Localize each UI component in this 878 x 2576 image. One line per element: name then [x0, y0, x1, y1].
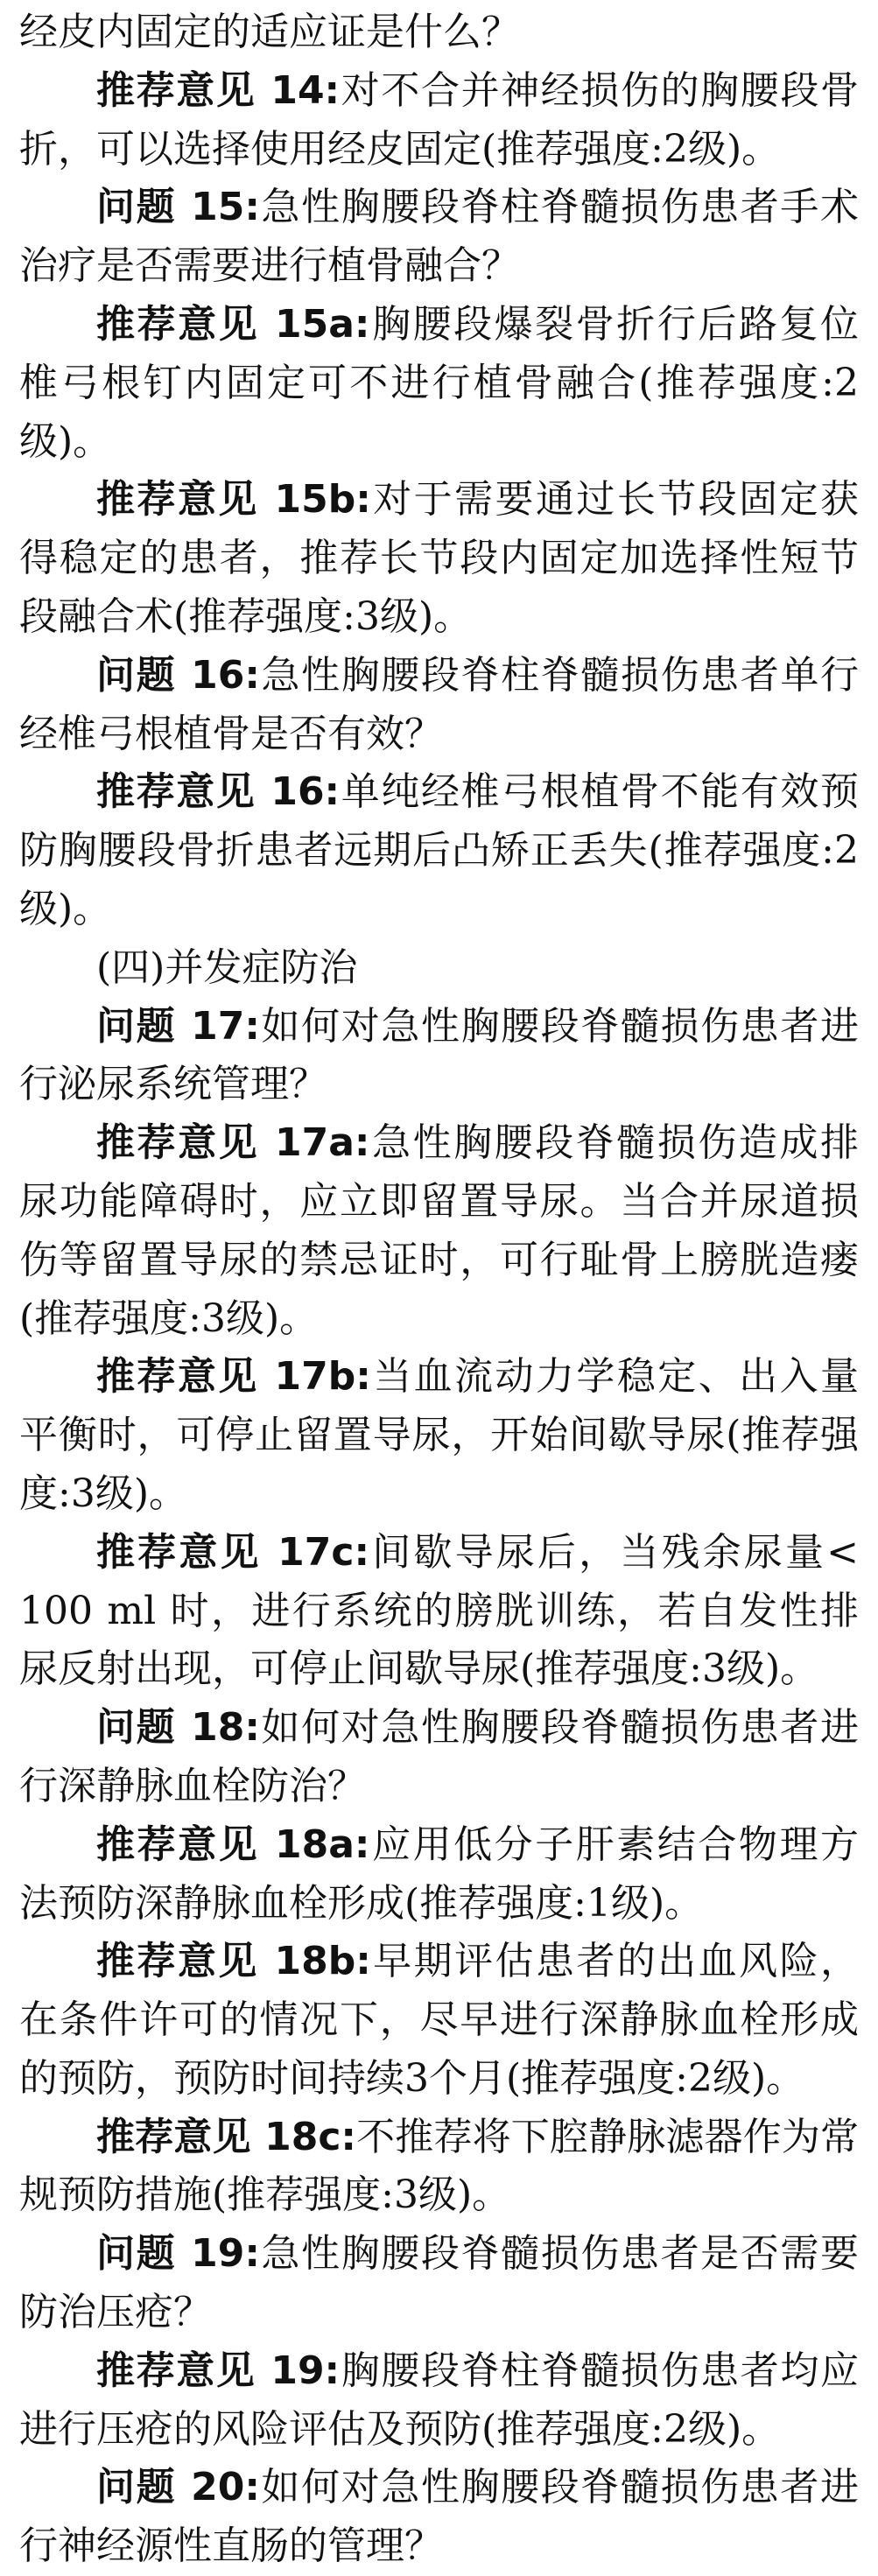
recommendation-16: [0, 763, 859, 938]
recommendation-text: 应用低分子肝素结合物理方法预防深静脉血栓形成(推荐强度:1级)。: [19, 1821, 859, 1926]
recommendation-text: 对于需要通过长节段固定获得稳定的患者，推荐长节段内固定加选择性短节段融合术(推荐强度:3级)。: [19, 477, 860, 639]
recommendation-text: 不推荐将下腔静脉滤器作为常规预防措施(推荐强度:3级)。: [19, 2114, 859, 2218]
recommendation-label: 推荐意见 16:: [96, 769, 341, 815]
recommendation-15a: [0, 296, 859, 471]
recommendation-17b: [0, 1348, 859, 1523]
recommendation-text: 急性胸腰段脊髓损伤造成排尿功能障碍时，应立即留置导尿。当合并尿道损伤等留置导尿的禁忌证时，可行耻骨上膀胱造瘘(推荐强度:3级)。: [19, 1120, 859, 1341]
recommendation-label: 推荐意见 18b:: [96, 1939, 371, 1984]
question-15: [0, 179, 859, 296]
paragraph-text: 经皮内固定的适应证是什么？: [19, 10, 520, 54]
question-label: 问题 19:: [96, 2231, 260, 2277]
question-text: 急性胸腰段脊髓损伤患者是否需要防治压疮？: [19, 2231, 859, 2335]
recommendation-label: 推荐意见 18c:: [96, 2114, 356, 2159]
recommendation-17a: [0, 1114, 859, 1348]
recommendation-label: 推荐意见 19:: [96, 2348, 341, 2393]
question-text: 急性胸腰段脊柱脊髓损伤患者手术治疗是否需要进行植骨融合？: [19, 185, 859, 289]
question-label: 问题 15:: [96, 185, 260, 230]
question-text: 如何对急性胸腰段脊髓损伤患者进行深静脉血栓防治？: [19, 1705, 859, 1808]
recommendation-19: [0, 2342, 859, 2460]
recommendation-17c: [0, 1524, 859, 1699]
question-text: 如何对急性胸腰段脊髓损伤患者进行泌尿系统管理？: [19, 1003, 859, 1107]
recommendation-label: 推荐意见 15a:: [96, 301, 370, 347]
question-label: 问题 17:: [96, 1003, 260, 1049]
paragraph-continuation: [0, 4, 859, 62]
recommendation-label: 推荐意见 17b:: [96, 1354, 371, 1400]
recommendation-14: [0, 62, 859, 179]
question-label: 问题 20:: [96, 2465, 260, 2510]
question-20: [0, 2459, 859, 2576]
question-text: 急性胸腰段脊柱脊髓损伤患者单行经椎弓根植骨是否有效？: [19, 652, 859, 756]
recommendation-label: 推荐意见 17a:: [96, 1120, 370, 1166]
recommendation-label: 推荐意见 14:: [96, 67, 341, 113]
question-17: [0, 998, 859, 1115]
recommendation-label: 推荐意见 18a:: [96, 1821, 370, 1867]
recommendation-text: 当血流动力学稳定、出入量平衡时，可停止留置导尿，开始间歇导尿(推荐强度:3级)。: [19, 1354, 860, 1516]
recommendation-text: 单纯经椎弓根植骨不能有效预防胸腰段骨折患者远期后凸矫正丢失(推荐强度:2级)。: [19, 769, 859, 931]
section-heading-text: (四)并发症防治: [96, 944, 358, 990]
question-label: 问题 18:: [96, 1705, 260, 1751]
recommendation-label: 推荐意见 15b:: [96, 477, 371, 523]
recommendation-18c: [0, 2109, 859, 2226]
recommendation-text: 早期评估患者的出血风险，在条件许可的情况下，尽早进行深静脉血栓形成的预防，预防时间持续3个月(推荐强度:2级)。: [19, 1939, 860, 2101]
question-text: 如何对急性胸腰段脊髓损伤患者进行神经源性直肠的管理？: [19, 2465, 859, 2569]
recommendation-text: 对不合并神经损伤的胸腰段骨折，可以选择使用经皮固定(推荐强度:2级)。: [19, 67, 859, 172]
recommendation-18b: [0, 1933, 859, 2108]
recommendation-label: 推荐意见 17c:: [96, 1529, 370, 1575]
recommendation-15b: [0, 471, 859, 646]
recommendation-text: 间歇导尿后，当残余尿量< 100 ml 时，进行系统的膀胱训练，若自发性排尿反射出现，可停止间歇导尿(推荐强度:3级)。: [19, 1529, 859, 1692]
question-18: [0, 1699, 859, 1816]
section-heading: [0, 939, 859, 998]
recommendation-text: 胸腰段爆裂骨折行后路复位椎弓根钉内固定可不进行植骨融合(推荐强度:2级)。: [19, 301, 859, 464]
question-16: [0, 647, 859, 764]
recommendation-text: 胸腰段脊柱脊髓损伤患者均应进行压疮的风险评估及预防(推荐强度:2级)。: [19, 2348, 859, 2452]
question-label: 问题 16:: [96, 652, 260, 698]
question-19: [0, 2225, 859, 2342]
recommendation-18a: [0, 1816, 859, 1934]
